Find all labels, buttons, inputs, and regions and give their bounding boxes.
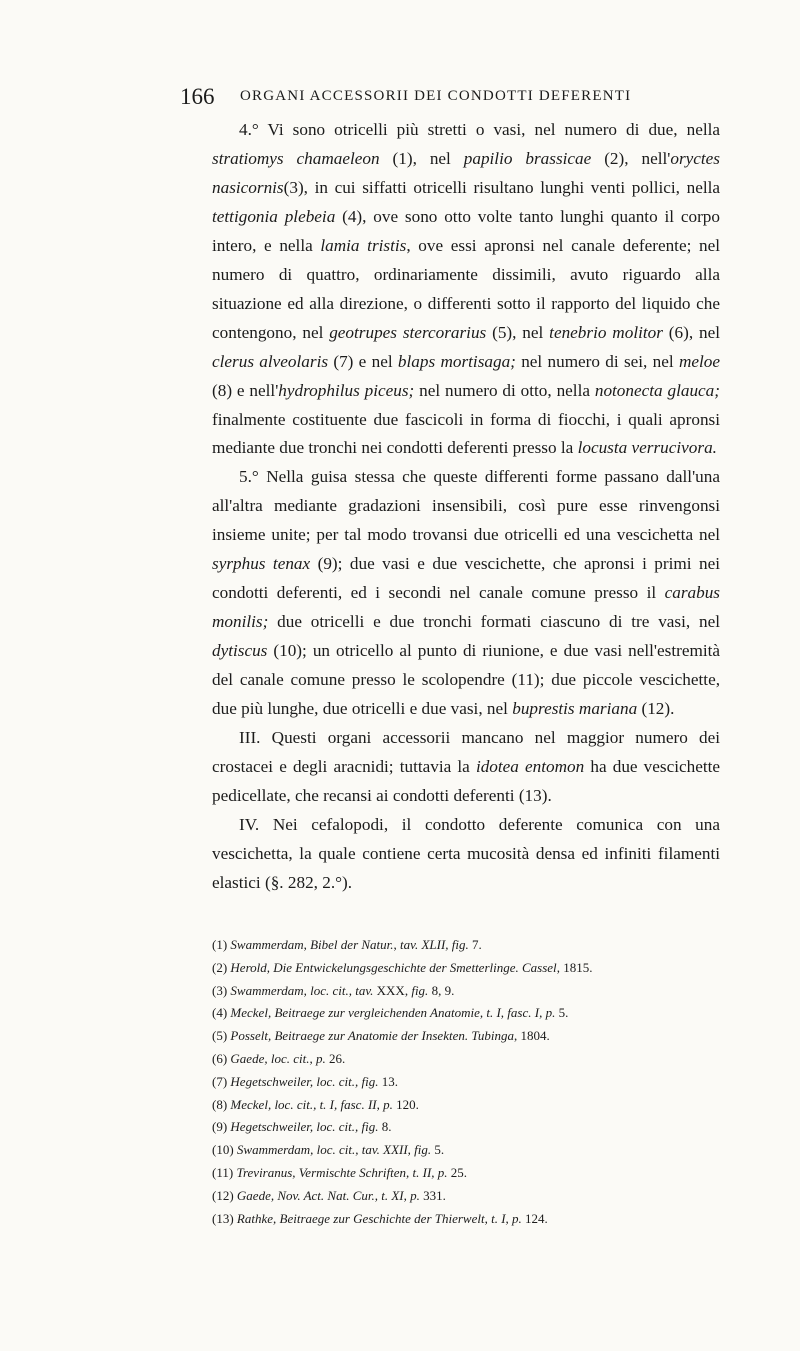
text-run: (11) xyxy=(212,1164,237,1180)
paragraph xyxy=(212,811,720,898)
text-run: ha due vescichette pedicellate, che recansi ai condotti deferenti (13). xyxy=(212,756,721,805)
footnotes xyxy=(212,934,732,1230)
text-run: (3), in cui siffatti otricelli risultano lunghi venti pollici, nella xyxy=(283,177,720,197)
italic-term: stratiomys chamaeleon xyxy=(212,148,380,168)
text-run: (4) xyxy=(212,1005,231,1021)
text-run: 5. xyxy=(431,1142,445,1158)
footnote xyxy=(212,980,732,1003)
footnote xyxy=(212,934,732,957)
text-run: (6) xyxy=(212,1050,231,1066)
footnote xyxy=(212,1139,732,1162)
text-run: 7. xyxy=(468,937,482,952)
italic-term: locusta verrucivora. xyxy=(577,438,717,458)
italic-term: syrphus tenax xyxy=(212,554,311,574)
text-run: (12). xyxy=(637,699,675,719)
italic-term: lamia tristis xyxy=(320,235,407,255)
text-run: 13. xyxy=(378,1073,398,1089)
text-run: 26. xyxy=(325,1050,346,1066)
italic-term: Gaede, loc. cit., p. xyxy=(230,1050,326,1066)
italic-term: blaps mortisaga; xyxy=(397,351,516,371)
paragraph xyxy=(212,116,720,463)
italic-term: Meckel, loc. cit., t. I, fasc. II, p. xyxy=(230,1096,393,1112)
text-run: 5.° Nella guisa stessa che queste differenti forme passano dall'una all'altra mediante gradazioni insensibili, così pure esse rinvengonsi insieme unite; per tal modo trovansi due otricelli ed una vescichetta nel xyxy=(212,467,720,545)
text-run: (1), nel xyxy=(379,148,464,168)
text-run: finalmente costituente due fascicoli in forma di fiocchi, i quali apronsi mediante due tronchi nei condotti deferenti presso la xyxy=(212,409,720,458)
text-run: , 1804. xyxy=(513,1028,550,1044)
text-run: (5), nel xyxy=(486,322,550,342)
italic-term: tettigonia plebeia xyxy=(212,206,336,226)
text-run: IV. Nei cefalopodi, il condotto deferente comunica con una vescichetta, la quale contiene certa mucosità densa ed infiniti filamenti elastici (§. 282, 2.°). xyxy=(212,814,720,892)
text-run: XXX, xyxy=(373,982,412,998)
footnote xyxy=(212,1094,732,1117)
italic-term: Swammerdam, loc. cit., tav. XXII, fig. xyxy=(236,1142,432,1158)
italic-term: carabus monilis; xyxy=(212,583,720,632)
italic-term: Meckel, Beitraege zur vergleichenden Anatomie, t. I, fasc. I, p. xyxy=(230,1005,556,1021)
italic-term: Swammerdam, loc. cit., tav. xyxy=(230,982,374,998)
body-text xyxy=(212,116,720,898)
footnote xyxy=(212,1025,732,1048)
text-run: (4), ove sono otto volte tanto lunghi quanto il corpo intero, e nella xyxy=(212,206,720,255)
italic-term: Swammerdam xyxy=(230,937,304,952)
text-run: (7) xyxy=(212,1073,231,1089)
paragraph xyxy=(212,463,720,724)
text-run: 124. xyxy=(521,1210,548,1226)
footnote xyxy=(212,1071,732,1094)
italic-term: Hegetschweiler, loc. cit., fig. xyxy=(230,1119,379,1135)
text-run: (9); due vasi e due vescichette, che apronsi i primi nei condotti deferenti, ed i secondi nel canale comune presso il xyxy=(212,554,720,603)
italic-term: tenebrio molitor xyxy=(549,322,663,342)
text-run: (3) xyxy=(212,982,231,998)
text-run: (8) xyxy=(212,1096,231,1112)
italic-term: Bibel der Natur. xyxy=(310,937,394,952)
italic-term: Herold, Die Entwickelungsgeschichte der Smetterlinge. Cassel xyxy=(230,959,557,975)
text-run: (5) xyxy=(212,1028,231,1044)
text-run: (2), nell' xyxy=(591,148,671,168)
footnote xyxy=(212,1185,732,1208)
text-run: 331. xyxy=(419,1187,446,1203)
text-run: III. Questi organi accessorii mancano nel maggior numero dei crostacei e degli aracnidi; tuttavia la xyxy=(212,728,720,776)
text-run: , xyxy=(393,937,401,952)
text-run: (6), nel xyxy=(662,322,720,342)
text-run: (10); un otricello al punto di riunione, e due vasi nell'estremità del canale comune presso le scolopendre (11); due piccole vescichette, due più lunghe, due otricelli e due vasi, nel xyxy=(212,641,720,719)
italic-term: Posselt, Beitraege zur Anatomie der Insekten. Tubinga xyxy=(230,1028,514,1044)
text-run: due otricelli e due tronchi formati ciascuno di tre vasi, nel xyxy=(268,612,720,632)
text-run: nel numero di otto, nella xyxy=(414,380,595,400)
footnote xyxy=(212,1208,732,1231)
italic-term: Hegetschweiler, loc. cit., fig. xyxy=(230,1073,379,1089)
footnote xyxy=(212,1002,732,1025)
text-run: 4.° Vi sono otricelli più stretti o vasi, nel numero di due, nella xyxy=(239,120,720,139)
text-run: (13) xyxy=(212,1210,237,1226)
italic-term: idotea entomon xyxy=(475,756,585,776)
text-run: 25. xyxy=(447,1164,468,1180)
italic-term: oryctes nasicornis xyxy=(212,148,720,197)
text-run: 8. xyxy=(378,1119,392,1135)
italic-term: Rathke, Beitraege zur Geschichte der Thierwelt, t. I, p. xyxy=(236,1210,522,1226)
italic-term: Treviranus, Vermischte Schriften, t. II, p. xyxy=(236,1164,448,1180)
footnote xyxy=(212,1048,732,1071)
italic-term: Gaede, Nov. Act. Nat. Cur., t. XI, p. xyxy=(236,1187,420,1203)
footnote xyxy=(212,1116,732,1139)
text-run: , xyxy=(303,937,311,952)
italic-term: fig. xyxy=(411,982,429,998)
italic-term: hydrophilus piceus; xyxy=(278,380,415,400)
paragraph xyxy=(212,724,720,811)
text-run: (2) xyxy=(212,959,231,975)
italic-term: buprestis mariana xyxy=(512,699,638,719)
text-run: (8) e nell' xyxy=(212,380,279,400)
running-head: ORGANI ACCESSORII DEI CONDOTTI DEFERENTI xyxy=(240,88,632,104)
italic-term: meloe xyxy=(678,351,720,371)
text-run: 8, 9. xyxy=(428,982,455,998)
page-number: 166 xyxy=(180,84,215,109)
italic-term: papilio brassicae xyxy=(463,148,592,168)
text-run: (1) xyxy=(212,937,231,952)
text-run: (12) xyxy=(212,1187,237,1203)
text-run: , 1815. xyxy=(556,959,593,975)
italic-term: geotrupes stercorarius xyxy=(329,322,487,342)
text-run: 5. xyxy=(555,1005,569,1021)
italic-term: dytiscus xyxy=(212,641,268,661)
text-run: , ove essi apronsi nel canale deferente; nel numero di quattro, ordinariamente dissimili, avuto riguardo alla situazione ed alla direzione, o differenti sotto il rapporto del liquido che contengono, nel xyxy=(212,235,720,342)
italic-term: clerus alveolaris xyxy=(212,351,329,371)
text-run: (9) xyxy=(212,1119,231,1135)
text-run: (7) e nel xyxy=(328,351,398,371)
footnote xyxy=(212,957,732,980)
text-run: (10) xyxy=(212,1142,237,1158)
page-header xyxy=(180,84,720,114)
text-run: 120. xyxy=(392,1096,419,1112)
italic-term: notonecta glauca; xyxy=(594,380,720,400)
text-run: nel numero di sei, nel xyxy=(515,351,679,371)
italic-term: tav. XLII, fig. xyxy=(400,937,469,952)
footnote xyxy=(212,1162,732,1185)
